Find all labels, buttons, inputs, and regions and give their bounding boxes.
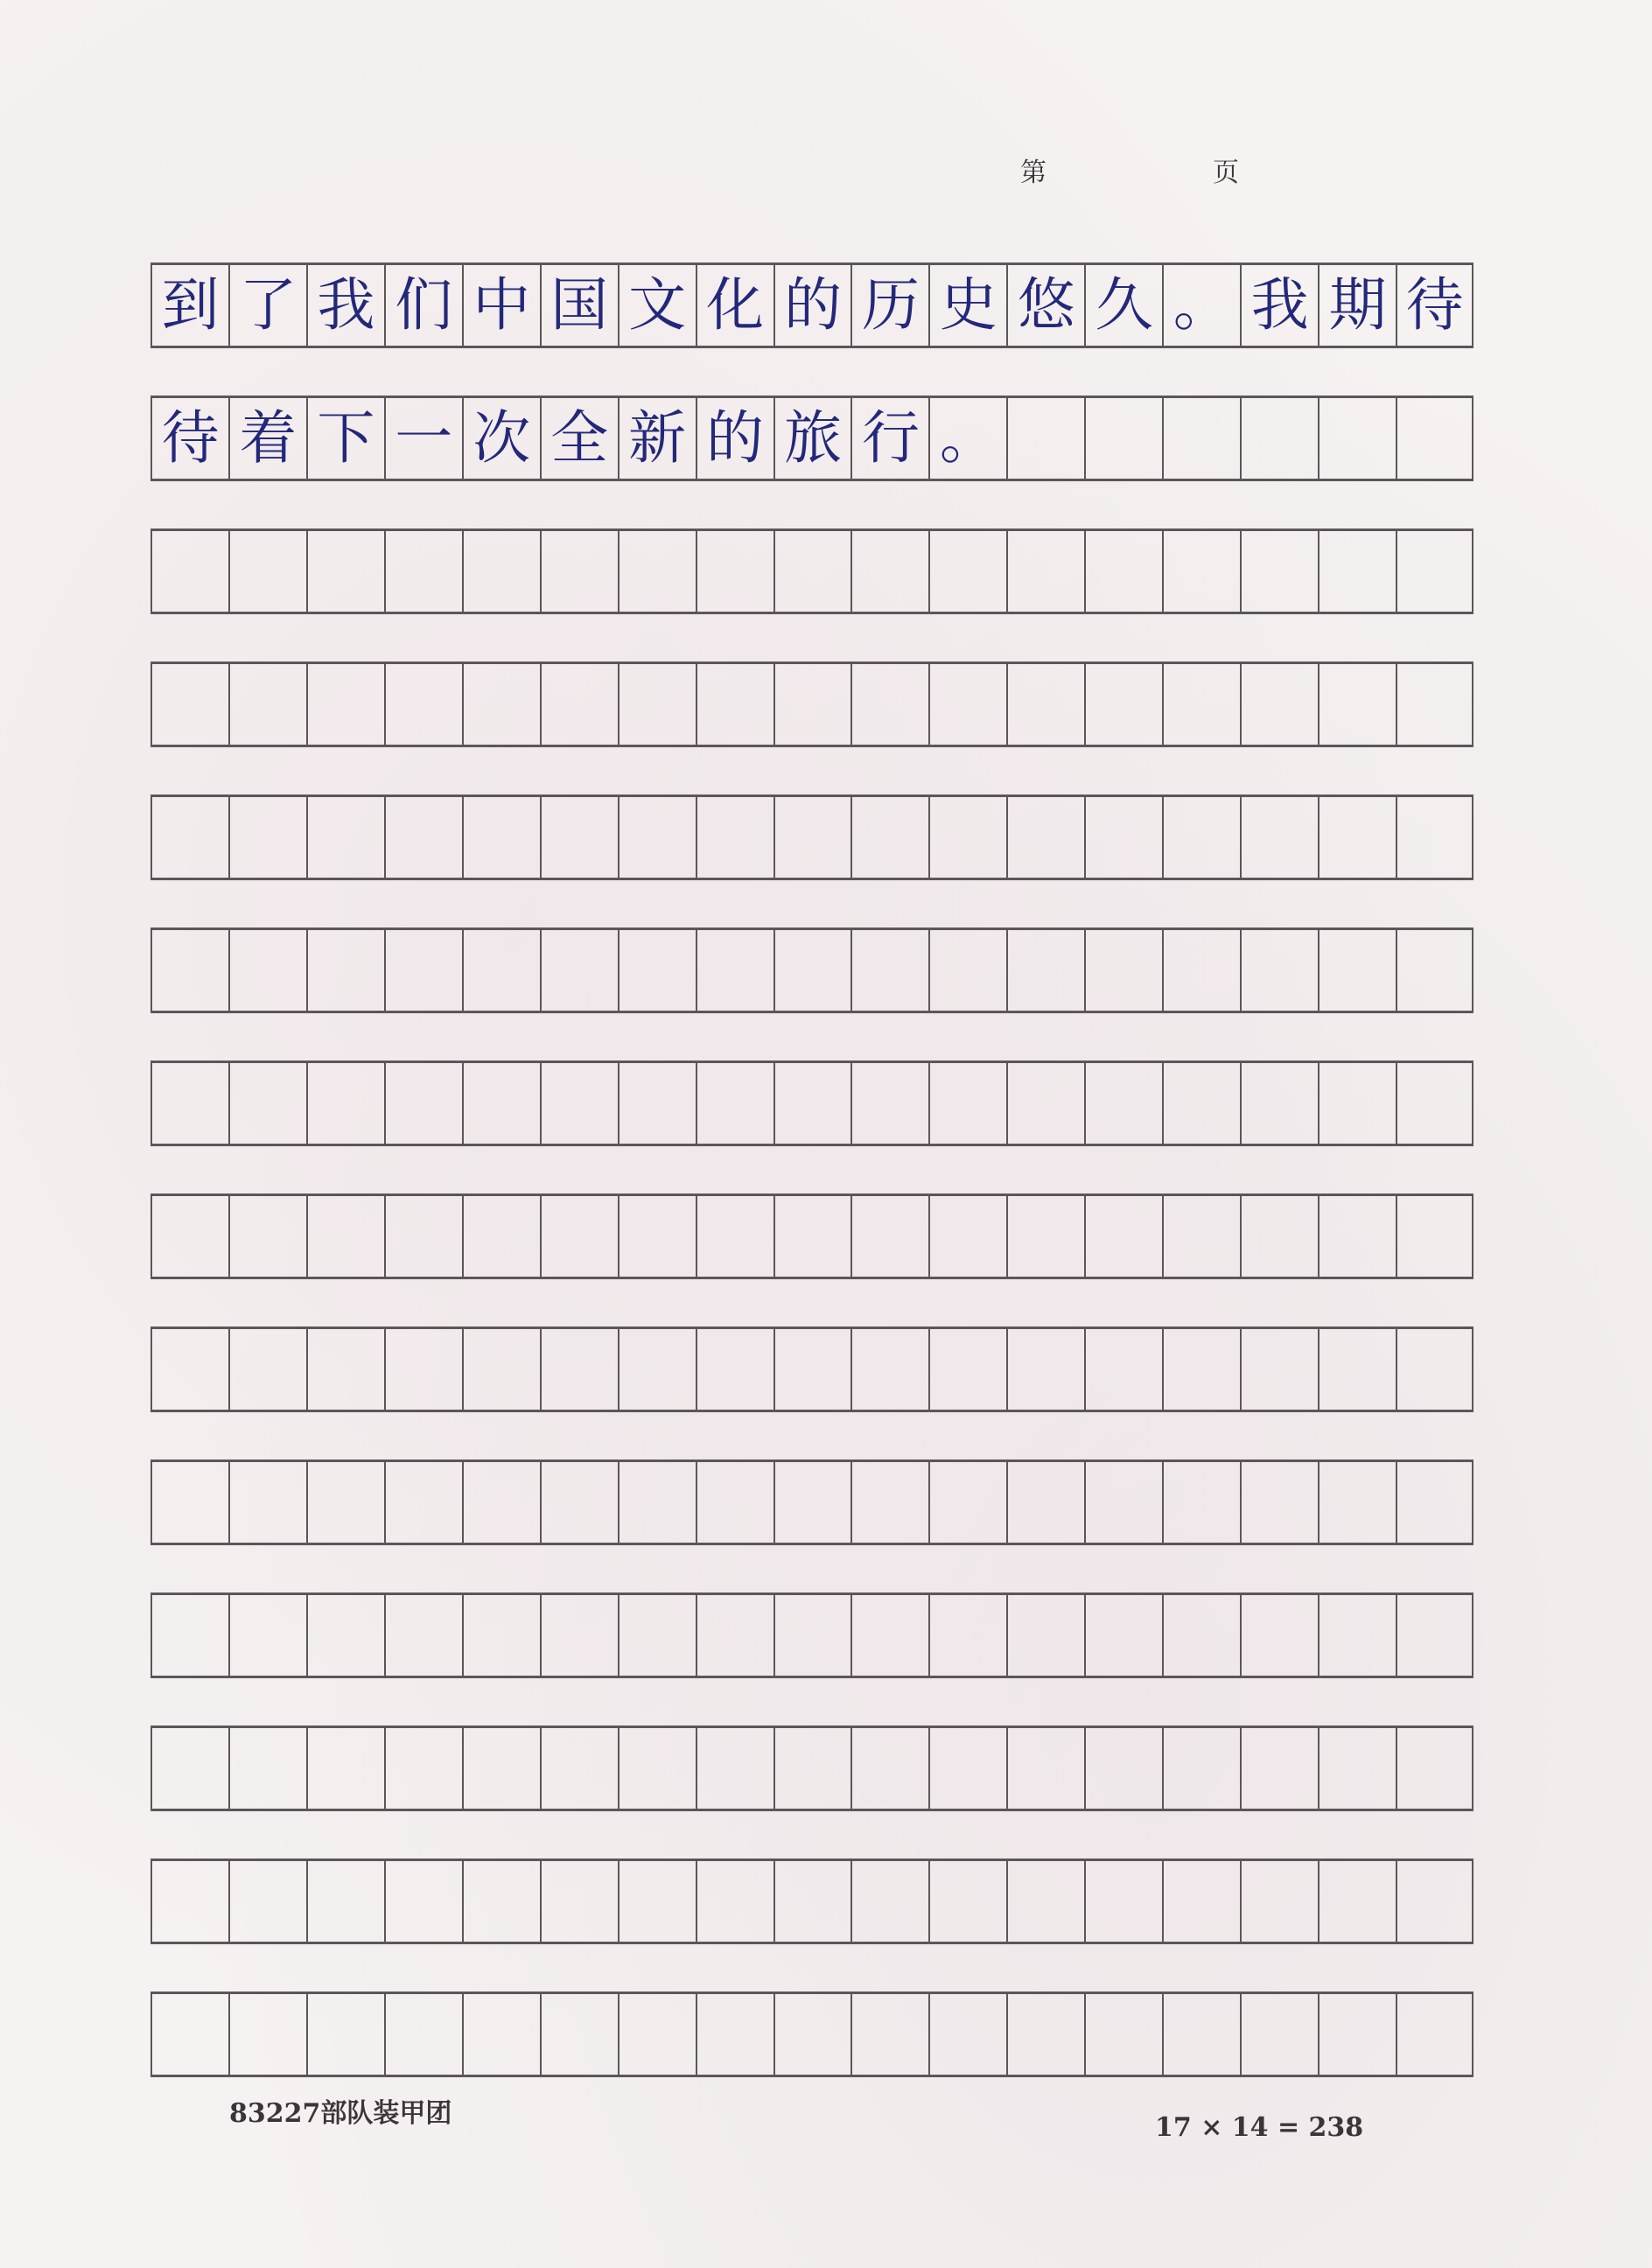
grid-cell	[384, 1726, 462, 1811]
grid-cell	[1084, 1194, 1162, 1279]
grid-cell	[150, 262, 228, 348]
grid-cell	[618, 396, 696, 481]
handwritten-character: 史	[939, 271, 998, 339]
grid-row	[150, 794, 1474, 880]
grid-cell	[850, 1460, 928, 1545]
grid-cell	[306, 1060, 384, 1146]
grid-cell	[774, 396, 851, 481]
grid-cell	[1162, 1194, 1240, 1279]
grid-cell	[384, 1992, 462, 2077]
grid-cell	[1240, 528, 1318, 614]
grid-cell	[928, 794, 1006, 880]
grid-cell	[150, 1194, 228, 1279]
grid-cell	[618, 528, 696, 614]
grid-cell	[150, 1060, 228, 1146]
grid-cell	[306, 1326, 384, 1412]
grid-cell	[384, 1326, 462, 1412]
grid-cell	[150, 662, 228, 747]
grid-capacity-label: 17 × 14 = 238	[1155, 2112, 1364, 2143]
grid-cell	[850, 262, 928, 348]
grid-cell	[228, 794, 306, 880]
grid-cell	[150, 1460, 228, 1545]
grid-cell	[1318, 1326, 1396, 1412]
handwritten-character: 下	[317, 404, 375, 472]
handwritten-character: 久	[1095, 271, 1153, 339]
grid-cell	[928, 1858, 1006, 1944]
grid-cell	[462, 396, 540, 481]
grid-cell	[618, 262, 696, 348]
grid-cell	[540, 1858, 618, 1944]
grid-cell	[1162, 1326, 1240, 1412]
grid-cell	[1318, 1060, 1396, 1146]
grid-cell	[1318, 1460, 1396, 1545]
handwritten-character: 着	[239, 404, 298, 472]
grid-row	[150, 1194, 1474, 1279]
grid-cell	[540, 262, 618, 348]
grid-cell	[1084, 396, 1162, 481]
grid-row	[150, 1858, 1474, 1944]
grid-cell	[774, 662, 851, 747]
handwritten-character: 国	[550, 271, 609, 339]
grid-cell	[462, 1726, 540, 1811]
grid-cell	[1084, 928, 1162, 1013]
grid-cell	[774, 1194, 851, 1279]
grid-cell	[850, 1992, 928, 2077]
grid-cell	[928, 928, 1006, 1013]
grid-cell	[618, 1726, 696, 1811]
grid-cell	[1006, 1726, 1084, 1811]
grid-cell	[540, 528, 618, 614]
grid-cell	[1318, 1592, 1396, 1678]
handwritten-character: 次	[472, 404, 531, 472]
grid-cell	[228, 1726, 306, 1811]
grid-cell	[540, 1992, 618, 2077]
handwritten-character: 。	[939, 404, 998, 472]
grid-cell	[1396, 662, 1474, 747]
grid-cell	[228, 396, 306, 481]
grid-cell	[850, 794, 928, 880]
grid-cell	[618, 1592, 696, 1678]
grid-cell	[228, 1194, 306, 1279]
handwritten-character: 全	[550, 404, 609, 472]
grid-cell	[774, 1326, 851, 1412]
grid-cell	[1006, 262, 1084, 348]
grid-cell	[618, 1858, 696, 1944]
grid-cell	[462, 1060, 540, 1146]
grid-cell	[850, 528, 928, 614]
grid-cell	[1162, 396, 1240, 481]
grid-cell	[228, 1460, 306, 1545]
grid-cell	[384, 1592, 462, 1678]
grid-cell	[228, 1326, 306, 1412]
grid-cell	[696, 1592, 774, 1678]
grid-cell	[850, 1326, 928, 1412]
grid-cell	[228, 1858, 306, 1944]
grid-row	[150, 1326, 1474, 1412]
handwritten-character: 历	[861, 271, 920, 339]
grid-cell	[1162, 1460, 1240, 1545]
grid-cell	[1084, 1592, 1162, 1678]
grid-cell	[1084, 794, 1162, 880]
grid-cell	[228, 662, 306, 747]
grid-cell	[1240, 1858, 1318, 1944]
grid-cell	[696, 1194, 774, 1279]
grid-cell	[1162, 1060, 1240, 1146]
grid-cell	[462, 794, 540, 880]
grid-cell	[540, 1592, 618, 1678]
grid-cell	[850, 1060, 928, 1146]
grid-cell	[928, 528, 1006, 614]
grid-cell	[306, 1592, 384, 1678]
grid-cell	[1006, 1326, 1084, 1412]
grid-cell	[462, 1326, 540, 1412]
grid-cell	[850, 1858, 928, 1944]
grid-cell	[696, 1726, 774, 1811]
handwritten-character: 了	[239, 271, 298, 339]
handwritten-character: 悠	[1017, 271, 1075, 339]
grid-cell	[1006, 528, 1084, 614]
grid-cell	[228, 1060, 306, 1146]
grid-cell	[1240, 1460, 1318, 1545]
grid-cell	[850, 1194, 928, 1279]
grid-cell	[462, 928, 540, 1013]
grid-cell	[150, 1726, 228, 1811]
grid-cell	[306, 1858, 384, 1944]
grid-row	[150, 1992, 1474, 2077]
grid-cell	[462, 528, 540, 614]
grid-cell	[618, 1992, 696, 2077]
grid-cell	[774, 1460, 851, 1545]
handwritten-character: 旅	[783, 404, 842, 472]
grid-cell	[384, 396, 462, 481]
grid-cell	[696, 528, 774, 614]
grid-cell	[928, 1726, 1006, 1811]
grid-cell	[696, 662, 774, 747]
grid-cell	[306, 1726, 384, 1811]
grid-cell	[1006, 1060, 1084, 1146]
grid-cell	[1084, 662, 1162, 747]
grid-cell	[1318, 528, 1396, 614]
grid-cell	[1396, 1858, 1474, 1944]
grid-row	[150, 396, 1474, 481]
grid-cell	[618, 1460, 696, 1545]
grid-cell	[850, 1592, 928, 1678]
grid-cell	[1396, 1060, 1474, 1146]
grid-cell	[540, 662, 618, 747]
handwritten-character: 待	[1405, 271, 1464, 339]
grid-cell	[306, 794, 384, 880]
grid-cell	[928, 1060, 1006, 1146]
grid-cell	[1318, 794, 1396, 880]
grid-cell	[306, 262, 384, 348]
grid-cell	[1240, 1592, 1318, 1678]
grid-cell	[1318, 662, 1396, 747]
grid-cell	[540, 396, 618, 481]
grid-cell	[150, 794, 228, 880]
grid-cell	[1006, 1460, 1084, 1545]
grid-cell	[618, 928, 696, 1013]
grid-cell	[1162, 1858, 1240, 1944]
grid-cell	[1318, 396, 1396, 481]
grid-cell	[1396, 396, 1474, 481]
grid-cell	[1396, 1460, 1474, 1545]
grid-cell	[384, 794, 462, 880]
grid-cell	[228, 262, 306, 348]
grid-cell	[696, 262, 774, 348]
grid-cell	[150, 528, 228, 614]
grid-cell	[774, 262, 851, 348]
grid-cell	[1318, 1992, 1396, 2077]
grid-cell	[850, 928, 928, 1013]
grid-cell	[306, 396, 384, 481]
grid-cell	[462, 1858, 540, 1944]
grid-cell	[928, 662, 1006, 747]
grid-cell	[540, 1060, 618, 1146]
grid-cell	[384, 1858, 462, 1944]
grid-cell	[306, 662, 384, 747]
grid-row	[150, 1060, 1474, 1146]
grid-cell	[774, 1726, 851, 1811]
grid-cell	[306, 1194, 384, 1279]
grid-cell	[1006, 662, 1084, 747]
grid-cell	[1240, 1326, 1318, 1412]
grid-cell	[774, 1992, 851, 2077]
grid-row	[150, 928, 1474, 1013]
grid-cell	[306, 928, 384, 1013]
grid-cell	[928, 1592, 1006, 1678]
grid-cell	[774, 1592, 851, 1678]
grid-cell	[928, 1460, 1006, 1545]
grid-row	[150, 528, 1474, 614]
grid-cell	[774, 1060, 851, 1146]
grid-cell	[150, 396, 228, 481]
grid-cell	[850, 1726, 928, 1811]
grid-cell	[1240, 1992, 1318, 2077]
grid-cell	[462, 1592, 540, 1678]
grid-cell	[306, 1992, 384, 2077]
grid-cell	[1084, 1460, 1162, 1545]
grid-cell	[228, 928, 306, 1013]
grid-cell	[150, 1592, 228, 1678]
grid-cell	[1318, 928, 1396, 1013]
grid-cell	[1084, 1060, 1162, 1146]
handwritten-character: 我	[1250, 271, 1309, 339]
grid-row	[150, 1726, 1474, 1811]
grid-cell	[1006, 1592, 1084, 1678]
grid-cell	[1084, 262, 1162, 348]
grid-cell	[1240, 794, 1318, 880]
grid-cell	[774, 528, 851, 614]
grid-cell	[1318, 262, 1396, 348]
grid-cell	[1318, 1858, 1396, 1944]
grid-cell	[1162, 1992, 1240, 2077]
grid-cell	[1006, 1194, 1084, 1279]
grid-cell	[1240, 1194, 1318, 1279]
handwritten-character: 的	[783, 271, 842, 339]
grid-cell	[540, 1726, 618, 1811]
grid-cell	[1396, 262, 1474, 348]
handwritten-character: 到	[161, 271, 220, 339]
grid-row	[150, 662, 1474, 747]
grid-cell	[696, 1460, 774, 1545]
handwritten-character: 。	[1172, 271, 1231, 339]
grid-cell	[618, 1060, 696, 1146]
grid-cell	[1006, 928, 1084, 1013]
grid-cell	[1006, 1858, 1084, 1944]
grid-row	[150, 1592, 1474, 1678]
grid-cell	[1162, 794, 1240, 880]
grid-cell	[150, 1992, 228, 2077]
grid-cell	[774, 1858, 851, 1944]
grid-cell	[1318, 1726, 1396, 1811]
grid-cell	[1006, 1992, 1084, 2077]
grid-cell	[928, 1326, 1006, 1412]
handwritten-character: 期	[1328, 271, 1387, 339]
grid-cell	[462, 662, 540, 747]
grid-cell	[150, 1858, 228, 1944]
grid-cell	[774, 794, 851, 880]
grid-cell	[696, 1858, 774, 1944]
grid-cell	[384, 1060, 462, 1146]
grid-cell	[228, 528, 306, 614]
grid-cell	[306, 528, 384, 614]
grid-cell	[462, 1194, 540, 1279]
grid-cell	[1084, 1992, 1162, 2077]
page-number-suffix: 页	[1213, 158, 1239, 188]
grid-cell	[618, 1194, 696, 1279]
grid-cell	[462, 1992, 540, 2077]
grid-cell	[1396, 1194, 1474, 1279]
grid-cell	[1240, 928, 1318, 1013]
handwritten-character: 一	[395, 404, 453, 472]
grid-cell	[696, 794, 774, 880]
grid-cell	[850, 662, 928, 747]
grid-cell	[774, 928, 851, 1013]
grid-cell	[462, 262, 540, 348]
grid-cell	[696, 1992, 774, 2077]
grid-cell	[1162, 928, 1240, 1013]
handwritten-character: 我	[317, 271, 375, 339]
grid-row	[150, 1460, 1474, 1545]
grid-cell	[384, 662, 462, 747]
grid-cell	[696, 1326, 774, 1412]
grid-cell	[1240, 662, 1318, 747]
grid-cell	[462, 1460, 540, 1545]
grid-cell	[1396, 1726, 1474, 1811]
grid-cell	[540, 1194, 618, 1279]
grid-cell	[1084, 528, 1162, 614]
grid-cell	[1084, 1858, 1162, 1944]
grid-cell	[928, 1992, 1006, 2077]
handwritten-character: 的	[706, 404, 765, 472]
grid-cell	[1396, 1326, 1474, 1412]
grid-cell	[1396, 1992, 1474, 2077]
grid-cell	[1318, 1194, 1396, 1279]
grid-cell	[384, 1194, 462, 1279]
grid-cell	[618, 662, 696, 747]
grid-cell	[306, 1460, 384, 1545]
handwritten-character: 行	[861, 404, 920, 472]
grid-cell	[1084, 1326, 1162, 1412]
grid-cell	[384, 262, 462, 348]
grid-cell	[696, 1060, 774, 1146]
grid-cell	[696, 396, 774, 481]
grid-row	[150, 262, 1474, 348]
grid-cell	[1396, 528, 1474, 614]
grid-cell	[1084, 1726, 1162, 1811]
grid-cell	[1006, 396, 1084, 481]
grid-cell	[928, 396, 1006, 481]
publisher-label: 83227部队装甲团	[229, 2098, 452, 2129]
grid-cell	[540, 928, 618, 1013]
grid-cell	[540, 1326, 618, 1412]
handwritten-character: 新	[628, 404, 687, 472]
grid-cell	[1240, 396, 1318, 481]
handwritten-character: 化	[706, 271, 765, 339]
grid-cell	[618, 1326, 696, 1412]
handwritten-character: 们	[395, 271, 453, 339]
grid-cell	[228, 1592, 306, 1678]
grid-cell	[1240, 262, 1318, 348]
grid-cell	[150, 928, 228, 1013]
grid-cell	[1162, 528, 1240, 614]
grid-cell	[1006, 794, 1084, 880]
page-number-prefix: 第	[1020, 158, 1046, 188]
grid-cell	[1162, 262, 1240, 348]
handwritten-character: 待	[161, 404, 220, 472]
grid-cell	[384, 1460, 462, 1545]
grid-cell	[1162, 662, 1240, 747]
grid-cell	[1162, 1592, 1240, 1678]
handwritten-character: 中	[472, 271, 531, 339]
handwritten-character: 文	[628, 271, 687, 339]
grid-cell	[540, 1460, 618, 1545]
grid-cell	[228, 1992, 306, 2077]
grid-cell	[618, 794, 696, 880]
grid-cell	[1396, 1592, 1474, 1678]
grid-cell	[928, 262, 1006, 348]
grid-cell	[928, 1194, 1006, 1279]
grid-cell	[384, 528, 462, 614]
grid-cell	[384, 928, 462, 1013]
grid-cell	[1396, 794, 1474, 880]
grid-cell	[850, 396, 928, 481]
grid-cell	[150, 1326, 228, 1412]
grid-cell	[1162, 1726, 1240, 1811]
grid-cell	[1240, 1726, 1318, 1811]
grid-cell	[696, 928, 774, 1013]
grid-cell	[540, 794, 618, 880]
grid-cell	[1396, 928, 1474, 1013]
grid-cell	[1240, 1060, 1318, 1146]
